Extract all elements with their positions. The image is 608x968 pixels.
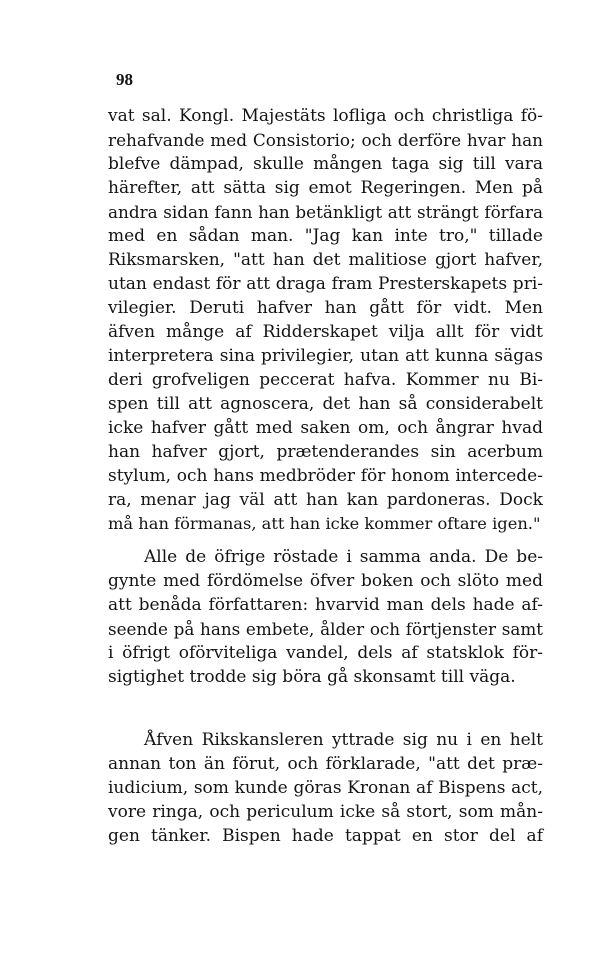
text-line: iudicium, som kunde göras Kronan af Bispens act, — [108, 778, 543, 798]
text-line: äfven månge af Ridderskapet vilja allt för vidt — [108, 322, 543, 342]
text-line: han hafver gjort, prætenderandes sin acerbum — [108, 442, 543, 462]
paragraph-1 — [108, 104, 543, 536]
text-line: ra, menar jag väl att han kan pardoneras. Dock — [108, 490, 543, 510]
text-line: vat sal. Kongl. Majestäts lofliga och christliga fö- — [108, 106, 543, 126]
text-line: utan endast för att draga fram Presterskapets pri- — [108, 274, 543, 294]
text-line: härefter, att sätta sig emot Regeringen. Men på — [108, 178, 543, 198]
text-line: gen tänker. Bispen hade tappat en stor del af — [108, 826, 543, 846]
text-line: icke hafver gått med saken om, och ångrar hvad — [108, 418, 543, 438]
text-line: att benåda författaren: hvarvid man dels hade af- — [108, 595, 543, 615]
text-line: med en sådan man. "Jag kan inte tro," tillade — [108, 226, 543, 246]
page-number: 98 — [116, 70, 133, 89]
text-line: stylum, och hans medbröder för honom intercede- — [108, 466, 543, 486]
paragraph-3 — [108, 728, 543, 848]
text-line: annan ton än förut, och förklarade, "att det præ- — [108, 754, 543, 774]
text-line: blefve dämpad, skulle mången taga sig till vara — [108, 154, 543, 174]
text-line: rehafvande med Consistorio; och derföre hvar han — [108, 130, 543, 150]
text-line: vore ringa, och periculum icke så stort, som mån- — [108, 802, 543, 822]
text-line: Alle de öfrige röstade i samma anda. De be- — [144, 547, 543, 567]
text-line: andra sidan fann han betänkligt att strängt förfara — [108, 202, 543, 222]
text-line: sigtighet trodde sig böra gå skonsamt till väga. — [108, 667, 516, 687]
paragraph-2 — [108, 545, 543, 689]
text-line: seende på hans embete, ålder och förtjenster samt — [108, 619, 543, 639]
text-line: i öfrigt oförviteliga vandel, dels af statsklok för- — [108, 643, 543, 663]
text-line: må han förmanas, att han icke kommer oftare igen." — [108, 514, 541, 533]
text-line: vilegier. Deruti hafver han gått för vidt. Men — [108, 298, 543, 318]
text-line: Åfven Rikskansleren yttrade sig nu i en helt — [144, 730, 543, 750]
text-line: Riksmarsken, "att han det malitiose gjort hafver, — [108, 250, 543, 270]
text-line: deri grofveligen peccerat hafva. Kommer nu Bi- — [108, 370, 543, 390]
text-line: spen till att agnoscera, det han så considerabelt — [108, 394, 543, 414]
text-line: interpretera sina privilegier, utan att kunna sägas — [108, 346, 543, 366]
text-line: gynte med fördömelse öfver boken och slöto med — [108, 571, 543, 591]
